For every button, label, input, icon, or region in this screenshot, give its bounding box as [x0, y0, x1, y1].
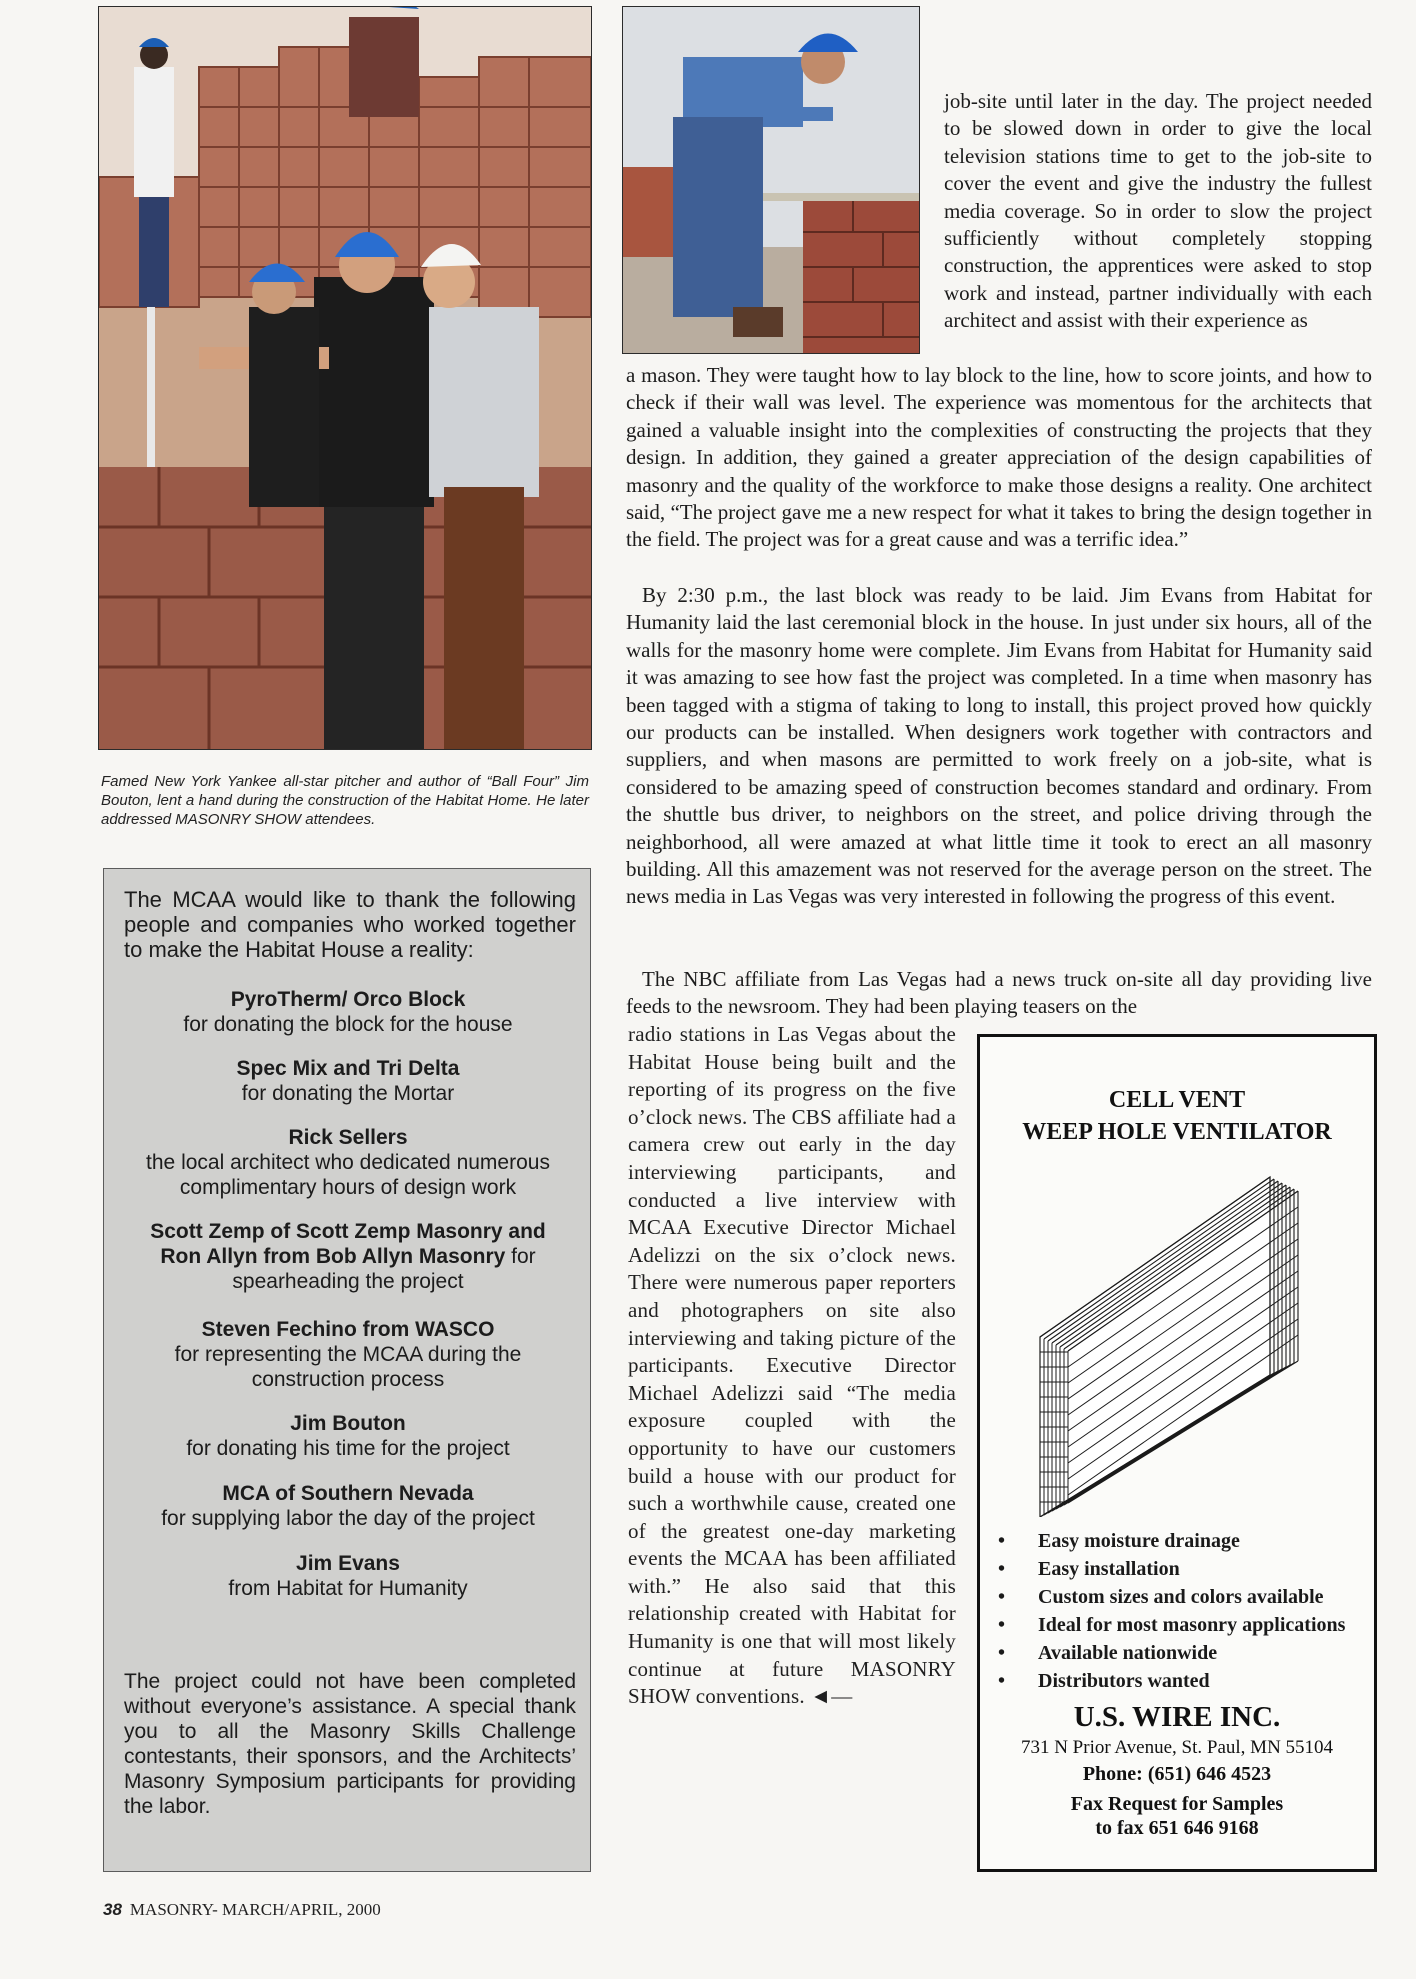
- sponsor-name: Spec Mix and Tri Delta: [236, 1057, 460, 1080]
- ad-title-line2: WEEP HOLE VENTILATOR: [1022, 1119, 1332, 1145]
- article-para3-text: radio stations in Las Vegas about the Habitat House being built and the reporting of its progress on the five o’clock news. The CBS affiliate had a camera crew out early in the day interviewing participants, and conducted a live interview with MCAA Executive Director Michael Adelizzi on the six o’clock news. There were numerous paper reporters and photographers on site also interviewing and taking picture of the participants. Executive Director Michael Adelizzi said “The media exposure coupled with the opportunity to have our customers build a house with our product for such a worthwhile cause, created one of the greatest one-day marketing events the MCAA has been affiliated with.” He also said that this relationship created with Habitat for Humanity is one that will most likely continue at future MASONRY SHOW conventions.: [628, 1022, 956, 1709]
- bullet-icon: •: [998, 1530, 1006, 1552]
- bullet-icon: •: [998, 1614, 1006, 1636]
- sponsor-name: Jim Evans: [296, 1552, 400, 1575]
- ad-feature-item: [998, 1611, 1368, 1639]
- sponsor-name: PyroTherm/ Orco Block: [230, 988, 466, 1011]
- sponsor-entry: [118, 1056, 578, 1106]
- ad-feature-text: Custom sizes and colors available: [1038, 1586, 1324, 1608]
- thanks-sidebar: [103, 868, 591, 1872]
- ad-feature-list: [998, 1527, 1368, 1695]
- sponsor-entry: [118, 1481, 578, 1531]
- ad-feature-text: Distributors wanted: [1038, 1670, 1210, 1692]
- mason-leveling-photo: [622, 6, 920, 354]
- bullet-icon: •: [998, 1558, 1006, 1580]
- ventilator-illustration: [1030, 1157, 1350, 1517]
- ad-phone: Phone: (651) 646 4523: [1082, 1763, 1272, 1785]
- thanks-outro: The project could not have been completed without everyone’s assistance. A special thank you to all the Masonry Skills Challenge contestants, their sponsors, and the Architects’ Masonry Symposium participants for providing the labor.: [124, 1670, 576, 1818]
- ad-feature-item: [998, 1639, 1368, 1667]
- ad-feature-text: Available nationwide: [1038, 1642, 1218, 1664]
- ad-feature-item: [998, 1555, 1368, 1583]
- sponsor-entry: [118, 1411, 578, 1461]
- ad-fax-line1: Fax Request for Samples: [1070, 1793, 1284, 1815]
- sponsor-entry: [118, 1551, 578, 1601]
- photo-caption: Famed New York Yankee all-star pitcher and author of “Ball Four” Jim Bouton, lent a hand during the construction of the Habitat Home. He later addressed MASONRY SHOW attendees.: [101, 773, 589, 828]
- jim-bouton-photo: [98, 6, 592, 750]
- article-para2: By 2:30 p.m., the last block was ready to be laid. Jim Evans from Habitat for Humanity laid the last ceremonial block in the house. In just under six hours, all of the walls for the masonry home were complete. Jim Evans from Habitat for Humanity said it was amazing to see how fast the project was completed. In a time when masonry has been tagged with a stigma of taking to long to install, this project proved how quickly our products can be installed. When designers work together with contractors and suppliers, and when masons are permitted to work freely on a job-site, what is considered to be amazing speed of construction becomes standard and ordinary. From the shuttle bus driver, to neighbors on the street, and police driving through the neighborhood, all were amazed at what little time it took to erect an all masonry building. All this amazement was not reserved for the average person on the street. The news media in Las Vegas was very interested in following the progress of this event.: [626, 583, 1372, 909]
- sponsor-entry: [134, 1125, 562, 1200]
- sponsor-desc: for donating the block for the house: [183, 1013, 513, 1036]
- article-para3-column: [628, 1021, 956, 1711]
- sponsor-entry: [164, 1317, 532, 1392]
- sponsor-name: Scott Zemp of Scott Zemp Masonry and Ron Allyn from Bob Allyn Masonry: [150, 1220, 546, 1268]
- page-number: 38: [103, 1900, 122, 1919]
- publication-line: MASONRY- MARCH/APRIL, 2000: [129, 1900, 381, 1919]
- sponsor-desc: for donating his time for the project: [186, 1437, 510, 1460]
- sponsor-name: Jim Bouton: [290, 1412, 406, 1435]
- ad-feature-item: [998, 1583, 1368, 1611]
- ad-title-line1: CELL VENT: [1108, 1087, 1246, 1113]
- article-para1-wrap: job-site until later in the day. The project needed to be slowed down in order to give the local television stations time to get to the job-site to cover the event and give the industry the fullest media coverage. So in order to slow the project sufficiently without completely stopping construction, the apprentices were asked to stop work and instead, partner individually with each architect and assist with their experience as: [944, 89, 1372, 333]
- ad-address: 731 N Prior Avenue, St. Paul, MN 55104: [1020, 1737, 1334, 1758]
- sponsor-desc: for supplying labor the day of the project: [161, 1507, 535, 1530]
- ad-fax-line2: to fax 651 646 9168: [1095, 1817, 1259, 1839]
- sponsor-name: Rick Sellers: [288, 1126, 408, 1149]
- sponsor-name: Steven Fechino from WASCO: [201, 1318, 495, 1341]
- ad-feature-text: Easy moisture drainage: [1038, 1530, 1240, 1552]
- ad-feature-item: [998, 1667, 1368, 1695]
- bullet-icon: •: [998, 1670, 1006, 1692]
- thanks-intro: The MCAA would like to thank the following people and companies who worked together to make the Habitat House a reality:: [124, 887, 576, 962]
- sponsor-entry: [134, 1219, 562, 1294]
- end-mark-icon: ◄—: [810, 1684, 853, 1709]
- bullet-icon: •: [998, 1642, 1006, 1664]
- sponsor-desc: for representing the MCAA during the construction process: [174, 1343, 522, 1391]
- sponsor-desc: the local architect who dedicated numerous complimentary hours of design work: [146, 1151, 550, 1199]
- bullet-icon: •: [998, 1586, 1006, 1608]
- sponsor-name: MCA of Southern Nevada: [222, 1482, 474, 1505]
- article-para1-full: a mason. They were taught how to lay block to the line, how to score joints, and how to check if their wall was level. The experience was momentous for the architects that gained a valuable insight into the complexities of constructing the projects that they design. In addition, they gained a greater appreciation of the design capabilities of masonry and the quality of the workforce to make those designs a reality. One architect said, “The project gave me a new respect for what it takes to bring the design together in the field. The project was for a great cause and was a terrific idea.”: [626, 363, 1372, 552]
- ad-feature-text: Ideal for most masonry applications: [1038, 1614, 1346, 1636]
- article-para3: The NBC affiliate from Las Vegas had a news truck on-site all day providing live feeds to the newsroom. They had been playing teasers on the: [626, 967, 1372, 1019]
- ad-feature-text: Easy installation: [1038, 1558, 1180, 1580]
- sponsor-entry: [118, 987, 578, 1037]
- page-footer: [103, 1900, 381, 1920]
- cell-vent-ad: [977, 1034, 1377, 1872]
- ad-feature-item: [998, 1527, 1368, 1555]
- ad-company-name: U.S. WIRE INC.: [1073, 1701, 1281, 1733]
- sponsor-desc: from Habitat for Humanity: [228, 1577, 468, 1600]
- sponsor-desc: for spearheading the project: [232, 1245, 536, 1293]
- sponsor-desc: for donating the Mortar: [241, 1082, 455, 1105]
